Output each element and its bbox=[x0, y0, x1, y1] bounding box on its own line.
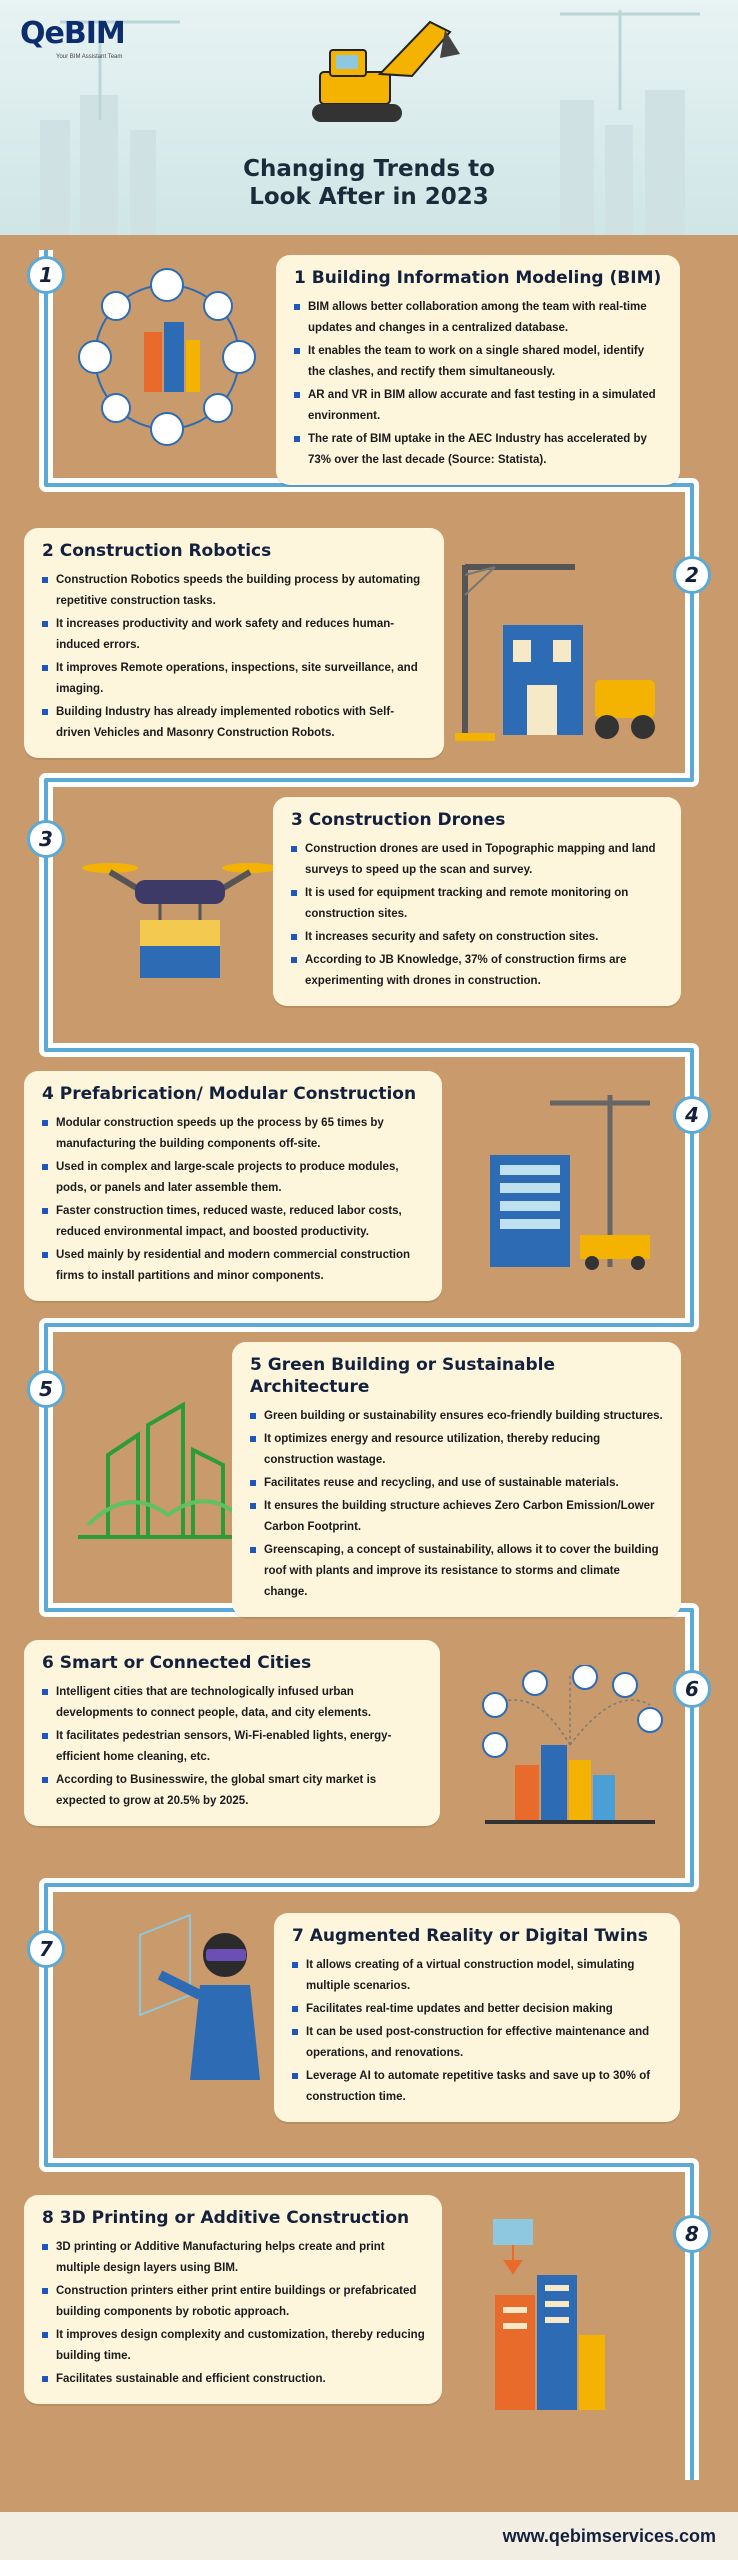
3d-printing-icon bbox=[485, 2215, 615, 2415]
list-item: It improves design complexity and customization, thereby reducing building time. bbox=[42, 2325, 426, 2367]
website-link[interactable]: www.qebimservices.com bbox=[502, 2526, 716, 2546]
list-item: Facilitates sustainable and efficient construction. bbox=[42, 2369, 426, 2390]
section-number-1: 1 bbox=[27, 256, 65, 294]
section-list-4 bbox=[42, 1113, 426, 1287]
drone-icon bbox=[80, 850, 280, 1000]
section-number-8: 8 bbox=[673, 2215, 711, 2253]
list-item: It allows creating of a virtual construction model, simulating multiple scenarios. bbox=[292, 1955, 664, 1997]
list-item: Construction drones are used in Topographic mapping and land surveys to speed up the scan and survey. bbox=[291, 839, 665, 881]
list-item: Construction printers either print entire buildings or prefabricated building components by robotic approach. bbox=[42, 2281, 426, 2323]
header bbox=[0, 0, 738, 235]
title-line-1: Changing Trends to bbox=[243, 156, 495, 182]
list-item: Facilitates reuse and recycling, and use of sustainable materials. bbox=[250, 1473, 665, 1494]
smart-city-icon bbox=[475, 1665, 665, 1825]
section-card-3 bbox=[273, 797, 681, 1006]
section-card-6 bbox=[24, 1640, 440, 1826]
page-title bbox=[0, 155, 738, 211]
green-building-icon bbox=[68, 1395, 258, 1545]
list-item: AR and VR in BIM allow accurate and fast testing in a simulated environment. bbox=[294, 385, 664, 427]
list-item: It enables the team to work on a single shared model, identify the clashes, and rectify them simultaneously. bbox=[294, 341, 664, 383]
list-item: Faster construction times, reduced waste, reduced labor costs, reduced environmental impact, and boosted productivity. bbox=[42, 1201, 426, 1243]
section-list-1 bbox=[294, 297, 664, 471]
list-item: The rate of BIM uptake in the AEC Industry has accelerated by 73% over the last decade (Source: Statista). bbox=[294, 429, 664, 471]
section-heading-7: 7 Augmented Reality or Digital Twins bbox=[292, 1926, 648, 1946]
bim-icon bbox=[72, 262, 262, 452]
section-list-5 bbox=[250, 1406, 665, 1603]
section-card-8 bbox=[24, 2195, 442, 2404]
list-item: Green building or sustainability ensures eco-friendly building structures. bbox=[250, 1406, 665, 1427]
section-heading-1: 1 Building Information Modeling (BIM) bbox=[294, 268, 662, 288]
list-item: Greenscaping, a concept of sustainability, allows it to cover the building roof with plants and improve its resistance to storms and climate change. bbox=[250, 1540, 665, 1603]
list-item: Leverage AI to automate repetitive tasks and save up to 30% of construction time. bbox=[292, 2066, 664, 2108]
logo-text: QeBIM bbox=[20, 16, 125, 51]
excavator-icon bbox=[300, 12, 470, 132]
section-card-1 bbox=[276, 255, 680, 485]
list-item: Modular construction speeds up the process by 65 times by manufacturing the building components off-site. bbox=[42, 1113, 426, 1155]
augmented-reality-icon bbox=[130, 1905, 280, 2085]
footer bbox=[0, 2512, 738, 2560]
section-heading-3: 3 Construction Drones bbox=[291, 810, 506, 830]
section-number-5: 5 bbox=[27, 1370, 65, 1408]
list-item: Intelligent cities that are technologically infused urban developments to connect people, data, and city elements. bbox=[42, 1682, 424, 1724]
construction-robotics-icon bbox=[455, 555, 665, 755]
modular-construction-icon bbox=[480, 1095, 660, 1275]
section-number-6: 6 bbox=[673, 1670, 711, 1708]
list-item: It is used for equipment tracking and remote monitoring on construction sites. bbox=[291, 883, 665, 925]
list-item: It increases security and safety on construction sites. bbox=[291, 927, 665, 948]
section-list-6 bbox=[42, 1682, 424, 1812]
section-card-7 bbox=[274, 1913, 680, 2122]
list-item: According to Businesswire, the global smart city market is expected to grow at 20.5% by 2025. bbox=[42, 1770, 424, 1812]
list-item: It increases productivity and work safety and reduces human-induced errors. bbox=[42, 614, 428, 656]
list-item: Building Industry has already implemented robotics with Self-driven Vehicles and Masonry Construction Robots. bbox=[42, 702, 428, 744]
section-number-3: 3 bbox=[27, 820, 65, 858]
section-list-2 bbox=[42, 570, 428, 744]
list-item: 3D printing or Additive Manufacturing helps create and print multiple design layers using BIM. bbox=[42, 2237, 426, 2279]
title-line-2: Look After in 2023 bbox=[249, 184, 489, 210]
section-card-5 bbox=[232, 1342, 681, 1617]
list-item: Construction Robotics speeds the building process by automating repetitive construction tasks. bbox=[42, 570, 428, 612]
section-card-4 bbox=[24, 1071, 442, 1301]
brand-logo[interactable] bbox=[20, 16, 125, 60]
section-heading-5: 5 Green Building or Sustainable Architecture bbox=[250, 1355, 556, 1397]
list-item: It ensures the building structure achieves Zero Carbon Emission/Lower Carbon Footprint. bbox=[250, 1496, 665, 1538]
list-item: Used in complex and large-scale projects to produce modules, pods, or panels and later assemble them. bbox=[42, 1157, 426, 1199]
section-number-4: 4 bbox=[673, 1096, 711, 1134]
list-item: It facilitates pedestrian sensors, Wi-Fi-enabled lights, energy-efficient home cleaning, etc. bbox=[42, 1726, 424, 1768]
section-list-3 bbox=[291, 839, 665, 992]
list-item: It optimizes energy and resource utilization, thereby reducing construction wastage. bbox=[250, 1429, 665, 1471]
list-item: BIM allows better collaboration among the team with real-time updates and changes in a centralized database. bbox=[294, 297, 664, 339]
logo-tagline: Your BIM Assistant Team bbox=[56, 54, 123, 60]
list-item: It can be used post-construction for effective maintenance and operations, and renovations. bbox=[292, 2022, 664, 2064]
list-item: Used mainly by residential and modern commercial construction firms to install partitions and minor components. bbox=[42, 1245, 426, 1287]
list-item: Facilitates real-time updates and better decision making bbox=[292, 1999, 664, 2020]
section-heading-2: 2 Construction Robotics bbox=[42, 541, 272, 561]
section-number-7: 7 bbox=[27, 1930, 65, 1968]
section-list-7 bbox=[292, 1955, 664, 2108]
section-heading-8: 8 3D Printing or Additive Construction bbox=[42, 2208, 410, 2228]
section-card-2 bbox=[24, 528, 444, 758]
list-item: It improves Remote operations, inspections, site surveillance, and imaging. bbox=[42, 658, 428, 700]
section-number-2: 2 bbox=[673, 556, 711, 594]
section-heading-4: 4 Prefabrication/ Modular Construction bbox=[42, 1084, 417, 1104]
section-list-8 bbox=[42, 2237, 426, 2390]
list-item: According to JB Knowledge, 37% of construction firms are experimenting with drones in construction. bbox=[291, 950, 665, 992]
section-heading-6: 6 Smart or Connected Cities bbox=[42, 1653, 312, 1673]
